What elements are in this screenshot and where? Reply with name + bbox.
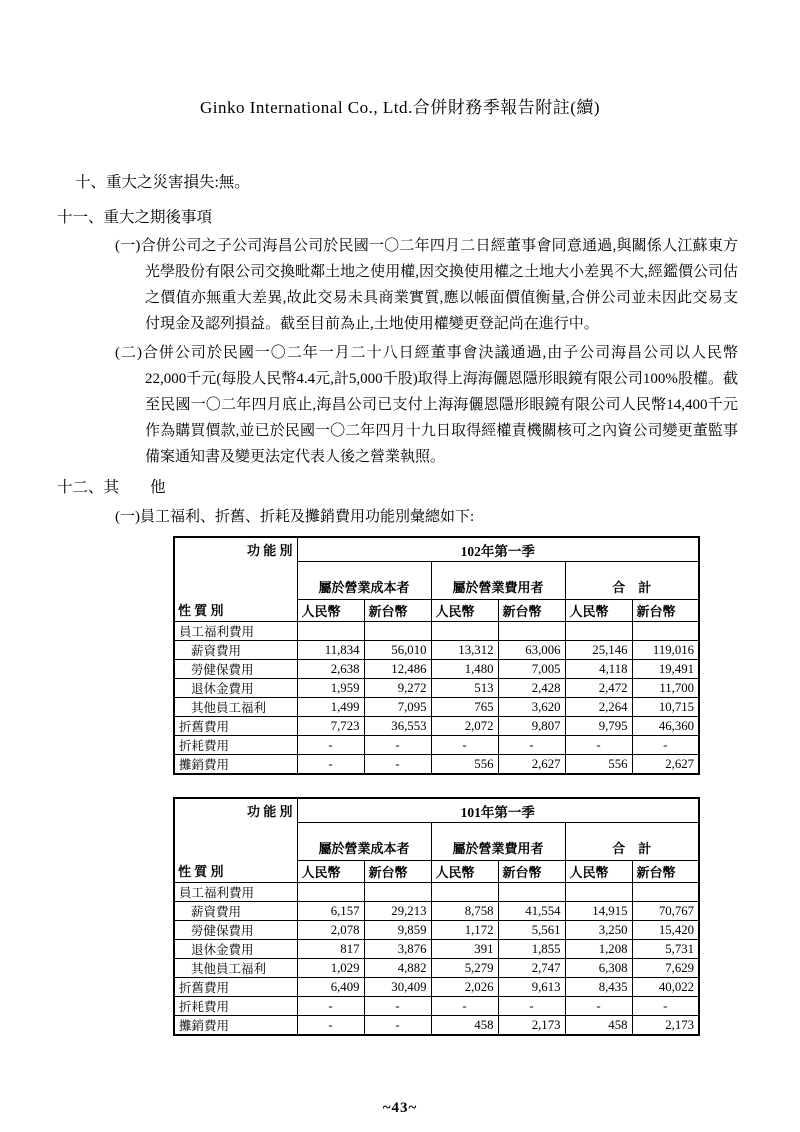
table-row — [174, 1016, 699, 1036]
cell-value: 1,499 — [297, 698, 364, 717]
currency-header: 新台幣 — [498, 861, 565, 883]
currency-header: 人民幣 — [431, 861, 498, 883]
cell-value: 25,146 — [565, 641, 632, 660]
cell-value: 1,855 — [498, 940, 565, 959]
cell-value: 765 — [431, 698, 498, 717]
cell-value: 30,409 — [364, 978, 431, 997]
item-marker: (一) — [115, 238, 141, 254]
cell-value: 513 — [431, 679, 498, 698]
cell-value: - — [297, 997, 364, 1016]
cell-value — [498, 622, 565, 641]
cell-value: 11,834 — [297, 641, 364, 660]
row-label: 折舊費用 — [174, 717, 297, 736]
table-header-row-period — [174, 798, 699, 823]
table-row — [174, 679, 699, 698]
table-row — [174, 997, 699, 1016]
cell-value: 7,005 — [498, 660, 565, 679]
row-label: 折耗費用 — [174, 736, 297, 755]
cell-value: 1,480 — [431, 660, 498, 679]
cell-value: - — [297, 736, 364, 755]
cell-value: - — [565, 997, 632, 1016]
table-row — [174, 622, 699, 641]
expense-table-102-q1 — [173, 536, 700, 775]
cell-value: - — [297, 755, 364, 775]
row-label: 攤銷費用 — [174, 1016, 297, 1036]
item-marker: (一) — [115, 509, 140, 525]
document-title: Ginko International Co., Ltd.合併財務季報告附註(續) — [199, 98, 601, 117]
cell-value: 11,700 — [632, 679, 699, 698]
group-header-cost: 屬於營業成本者 — [297, 562, 431, 600]
page-number: ~43~ — [382, 1100, 418, 1116]
cell-value: - — [431, 736, 498, 755]
corner-nature-label: 性 質 別 — [178, 603, 224, 618]
cell-value: 2,264 — [565, 698, 632, 717]
table-row — [174, 902, 699, 921]
cell-value: 15,420 — [632, 921, 699, 940]
currency-header: 新台幣 — [632, 861, 699, 883]
cell-value: - — [364, 736, 431, 755]
cell-value: 41,554 — [498, 902, 565, 921]
cell-value: - — [565, 736, 632, 755]
cell-value: 8,758 — [431, 902, 498, 921]
section-12-heading: 十二、其 他 — [57, 479, 166, 496]
row-label: 退休金費用 — [174, 679, 297, 698]
corner-header-cell — [174, 798, 297, 883]
cell-value: 19,491 — [632, 660, 699, 679]
cell-value: 8,435 — [565, 978, 632, 997]
row-label: 勞健保費用 — [174, 660, 297, 679]
currency-header: 人民幣 — [297, 600, 364, 622]
row-label: 折舊費用 — [174, 978, 297, 997]
cell-value: 9,807 — [498, 717, 565, 736]
table-row — [174, 921, 699, 940]
cell-value: 2,072 — [431, 717, 498, 736]
cell-value: 7,095 — [364, 698, 431, 717]
cell-value: 458 — [431, 1016, 498, 1036]
cell-value: 5,279 — [431, 959, 498, 978]
cell-value — [364, 622, 431, 641]
cell-value: 9,613 — [498, 978, 565, 997]
section-11-item-1 — [115, 233, 738, 337]
cell-value: 1,029 — [297, 959, 364, 978]
cell-value: 12,486 — [364, 660, 431, 679]
cell-value: 556 — [431, 755, 498, 775]
cell-value: 9,272 — [364, 679, 431, 698]
section-10-heading: 十、重大之災害損失:無。 — [75, 174, 250, 191]
cell-value: - — [632, 997, 699, 1016]
currency-header: 人民幣 — [565, 861, 632, 883]
cell-value — [632, 622, 699, 641]
currency-header: 人民幣 — [297, 861, 364, 883]
cell-value — [431, 883, 498, 902]
cell-value: - — [364, 997, 431, 1016]
currency-header: 新台幣 — [632, 600, 699, 622]
cell-value: - — [364, 755, 431, 775]
period-header: 102年第一季 — [297, 537, 699, 562]
table-row — [174, 717, 699, 736]
cell-value: 9,859 — [364, 921, 431, 940]
cell-value: 3,620 — [498, 698, 565, 717]
item-text: 合併公司於民國一〇二年一月二十八日經董事會決議通過,由子公司海昌公司以人民幣22,000千元(每股人民幣4.4元,計5,000千股)取得上海海儷恩隱形眼鏡有限公司100%股權。截至民國一〇二年四月底止,海昌公司已支付上海海儷恩隱形眼鏡有限公司人民幣14,400千元作為購買價款,並已於民國一〇二年四月十九日取得經權責機關核可之內資公司變更董監事備案通知書及變更法定代表人後之營業執照。 — [141, 345, 738, 465]
corner-function-label: 功 能 別 — [246, 804, 293, 819]
cell-value: 3,876 — [364, 940, 431, 959]
cell-value — [565, 622, 632, 641]
cell-value: 14,915 — [565, 902, 632, 921]
group-header-total: 合 計 — [565, 823, 699, 861]
cell-value: 817 — [297, 940, 364, 959]
currency-header: 新台幣 — [364, 861, 431, 883]
cell-value — [364, 883, 431, 902]
cell-value — [632, 883, 699, 902]
cell-value: 2,627 — [498, 755, 565, 775]
table-row — [174, 698, 699, 717]
cell-value: 63,006 — [498, 641, 565, 660]
cell-value — [297, 883, 364, 902]
cell-value: 2,078 — [297, 921, 364, 940]
item-text: 合併公司之子公司海昌公司於民國一〇二年四月二日經董事會同意通過,與關係人江蘇東方光學股份有限公司交換毗鄰土地之使用權,因交換使用權之土地大小差異不大,經鑑價公司估之價值亦無重大差異,故此交易未具商業實質,應以帳面價值衡量,合併公司並未因此交易支付現金及認列損益。截至目前為止,土地使用權變更登記尚在進行中。 — [140, 238, 738, 332]
corner-function-label: 功 能 別 — [246, 543, 293, 558]
cell-value: 5,731 — [632, 940, 699, 959]
cell-value: 4,118 — [565, 660, 632, 679]
row-label: 折耗費用 — [174, 997, 297, 1016]
cell-value: 1,208 — [565, 940, 632, 959]
cell-value: 2,428 — [498, 679, 565, 698]
cell-value: 7,723 — [297, 717, 364, 736]
cell-value: 6,308 — [565, 959, 632, 978]
table-header-row-period — [174, 537, 699, 562]
cell-value: 56,010 — [364, 641, 431, 660]
cell-value — [297, 622, 364, 641]
cell-value: 36,553 — [364, 717, 431, 736]
cell-value: 6,409 — [297, 978, 364, 997]
table-row — [174, 959, 699, 978]
cell-value: 2,173 — [632, 1016, 699, 1036]
cell-value: - — [364, 1016, 431, 1036]
cell-value: 391 — [431, 940, 498, 959]
row-label: 薪資費用 — [174, 641, 297, 660]
cell-value: 5,561 — [498, 921, 565, 940]
cell-value: 13,312 — [431, 641, 498, 660]
group-header-expense: 屬於營業費用者 — [431, 823, 565, 861]
section-12-intro — [115, 504, 800, 530]
cell-value: - — [498, 736, 565, 755]
cell-value: 1,172 — [431, 921, 498, 940]
cell-value: 6,157 — [297, 902, 364, 921]
item-text: 員工福利、折舊、折耗及攤銷費用功能別彙總如下: — [140, 509, 475, 525]
group-header-cost: 屬於營業成本者 — [297, 823, 431, 861]
cell-value: 1,959 — [297, 679, 364, 698]
section-11-heading: 十一、重大之期後事項 — [57, 209, 213, 226]
row-label: 其他員工福利 — [174, 698, 297, 717]
currency-header: 新台幣 — [498, 600, 565, 622]
corner-nature-label: 性 質 別 — [178, 864, 224, 879]
cell-value: 2,472 — [565, 679, 632, 698]
currency-header: 人民幣 — [431, 600, 498, 622]
section-11-item-2 — [115, 340, 738, 470]
table-row — [174, 755, 699, 775]
currency-header: 新台幣 — [364, 600, 431, 622]
period-header: 101年第一季 — [297, 798, 699, 823]
cell-value — [498, 883, 565, 902]
expense-table-101-q1 — [173, 797, 700, 1036]
row-label: 員工福利費用 — [174, 622, 297, 641]
table-row — [174, 660, 699, 679]
cell-value: 2,627 — [632, 755, 699, 775]
item-marker: (二) — [115, 345, 142, 361]
cell-value: 40,022 — [632, 978, 699, 997]
row-label: 薪資費用 — [174, 902, 297, 921]
cell-value: 2,026 — [431, 978, 498, 997]
table-row — [174, 883, 699, 902]
group-header-total: 合 計 — [565, 562, 699, 600]
cell-value: 2,173 — [498, 1016, 565, 1036]
cell-value: 4,882 — [364, 959, 431, 978]
row-label: 勞健保費用 — [174, 921, 297, 940]
cell-value: 70,767 — [632, 902, 699, 921]
corner-header-cell — [174, 537, 297, 622]
cell-value: 2,747 — [498, 959, 565, 978]
cell-value: 3,250 — [565, 921, 632, 940]
cell-value: 556 — [565, 755, 632, 775]
group-header-expense: 屬於營業費用者 — [431, 562, 565, 600]
cell-value: - — [498, 997, 565, 1016]
cell-value: 29,213 — [364, 902, 431, 921]
cell-value: 46,360 — [632, 717, 699, 736]
table-row — [174, 940, 699, 959]
table-row — [174, 641, 699, 660]
cell-value: 458 — [565, 1016, 632, 1036]
cell-value — [565, 883, 632, 902]
cell-value — [431, 622, 498, 641]
cell-value: 10,715 — [632, 698, 699, 717]
row-label: 其他員工福利 — [174, 959, 297, 978]
table-row — [174, 978, 699, 997]
cell-value: - — [297, 1016, 364, 1036]
row-label: 員工福利費用 — [174, 883, 297, 902]
currency-header: 人民幣 — [565, 600, 632, 622]
row-label: 退休金費用 — [174, 940, 297, 959]
cell-value: - — [431, 997, 498, 1016]
cell-value: 9,795 — [565, 717, 632, 736]
table-row — [174, 736, 699, 755]
cell-value: 2,638 — [297, 660, 364, 679]
cell-value: - — [632, 736, 699, 755]
cell-value: 119,016 — [632, 641, 699, 660]
cell-value: 7,629 — [632, 959, 699, 978]
row-label: 攤銷費用 — [174, 755, 297, 775]
